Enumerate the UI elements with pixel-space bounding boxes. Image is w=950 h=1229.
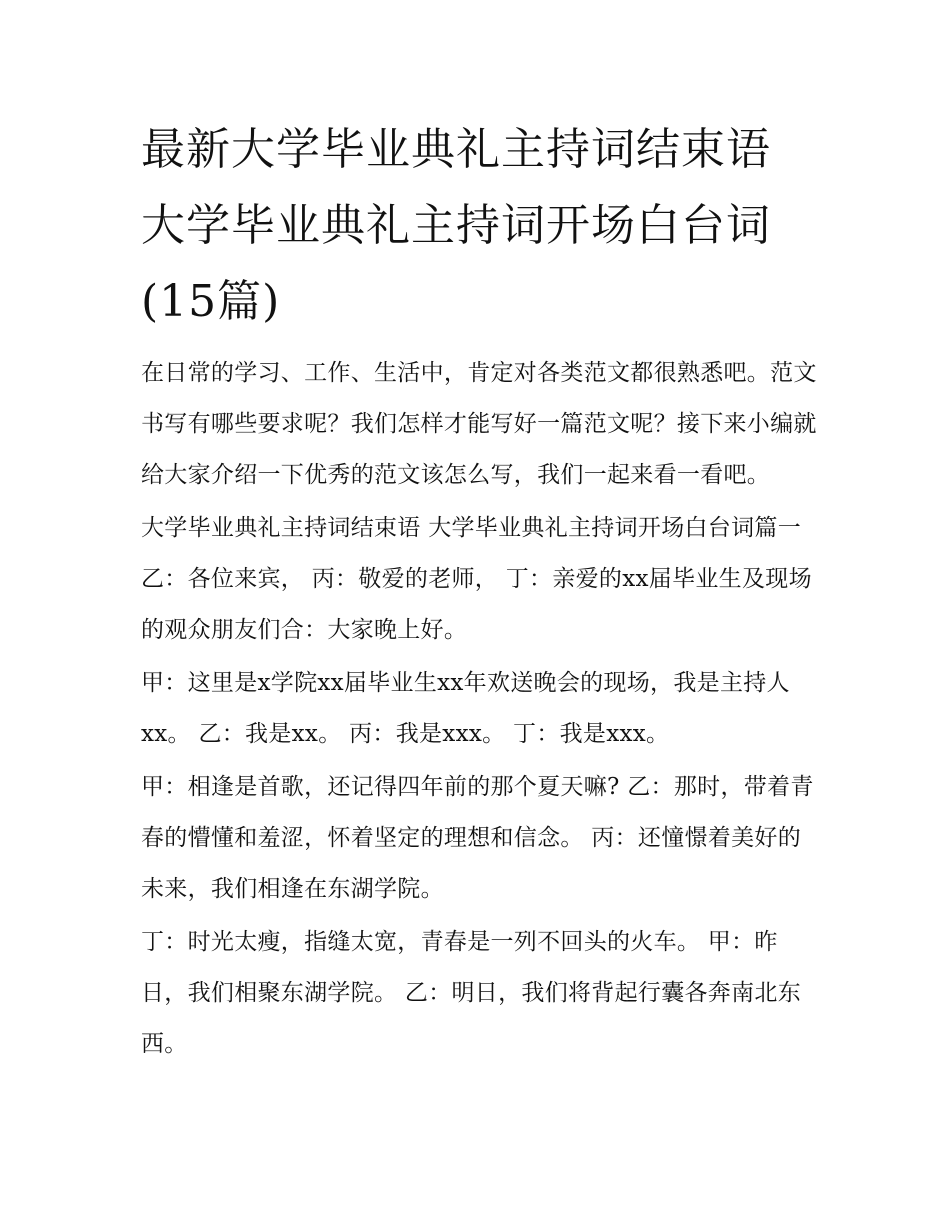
document-body (141, 348, 821, 1070)
paragraph-host-intro: 甲：这里是x学院xx届毕业生xx年欢送晚会的现场，我是主持人xx。 乙：我是xx。 丙：我是xxx。 丁：我是xxx。 (141, 670, 790, 747)
paragraph-opening: 大学毕业典礼主持词结束语 大学毕业典礼主持词开场白台词篇一 乙：各位来宾， 丙：敬爱的老师， 丁：亲爱的xx届毕业生及现场的观众朋友们合：大家晚上好。 (141, 515, 812, 643)
document-title: 最新大学毕业典礼主持词结束语 大学毕业典礼主持词开场白台词(15篇) (141, 124, 771, 327)
paragraph-intro: 在日常的学习、工作、生活中，肯定对各类范文都很熟悉吧。范文书写有哪些要求呢？我们怎样才能写好一篇范文呢？接下来小编就给大家介绍一下优秀的范文该怎么写，我们一起来看一看吧。 (141, 360, 817, 488)
document-content (141, 112, 821, 1072)
paragraph-memory: 甲：相逢是首歌，还记得四年前的那个夏天嘛? 乙：那时，带着青春的懵懂和羞涩，怀着坚定的理想和信念。 丙：还憧憬着美好的未来，我们相逢在东湖学院。 (141, 774, 814, 902)
paragraph-farewell: 丁：时光太瘦，指缝太宽，青春是一列不回头的火车。 甲：昨日，我们相聚东湖学院。 乙：明日，我们将背起行囊各奔南北东西。 (141, 929, 802, 1057)
